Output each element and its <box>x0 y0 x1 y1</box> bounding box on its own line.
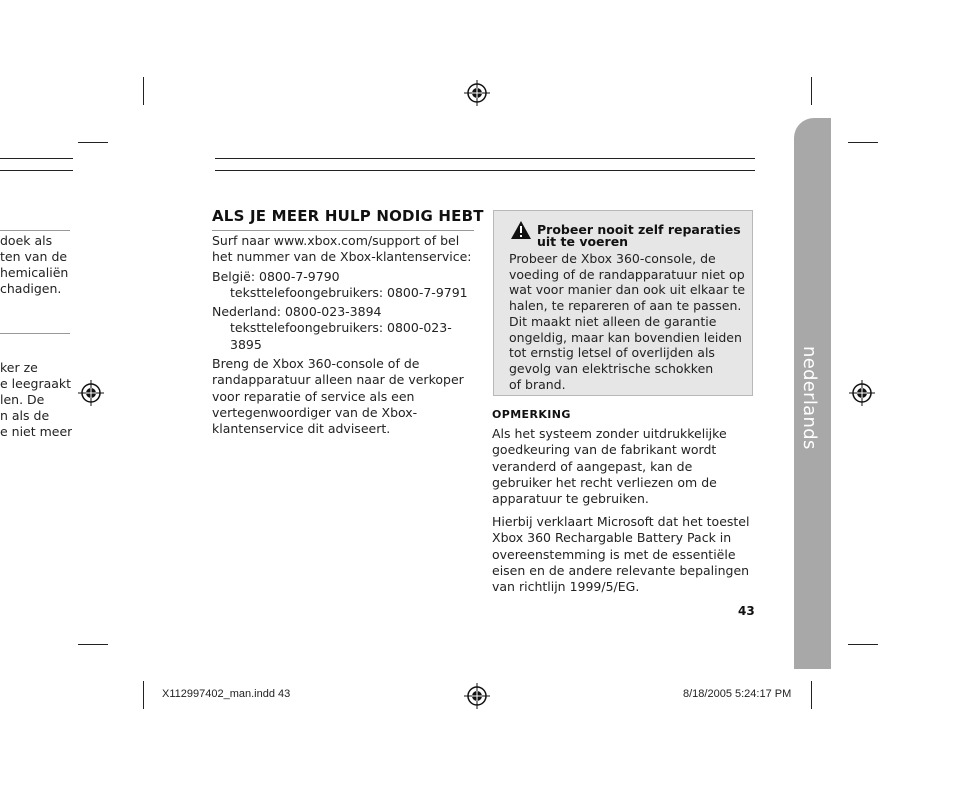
section-rule <box>0 230 70 231</box>
warning-line: halen, te repareren of aan te passen. <box>509 298 742 314</box>
note-line: goedkeuring van de fabrikant wordt <box>492 442 717 458</box>
intro-line: het nummer van de Xbox-klantenservice: <box>212 249 472 265</box>
closing-line: Breng de Xbox 360-console of de <box>212 356 420 372</box>
help-section-body <box>212 233 477 438</box>
warning-triangle-icon <box>510 220 532 240</box>
warning-line: gevolg van elektrische schokken <box>509 360 714 376</box>
note-line: van richtlijn 1999/5/EG. <box>492 579 640 595</box>
footer-file-info: X112997402_man.indd 43 <box>162 688 291 700</box>
warning-title-line: uit te voeren <box>537 234 629 249</box>
fragment-line: e niet meer <box>0 424 72 439</box>
crop-mark <box>848 142 878 143</box>
left-page-fragment-a <box>0 233 72 297</box>
crop-mark <box>848 644 878 645</box>
section-rule <box>0 333 70 334</box>
fragment-line: doek als <box>0 233 53 248</box>
fragment-line: ten van de <box>0 249 68 264</box>
note-line: overeenstemming is met de essentiële <box>492 546 736 562</box>
crop-mark <box>143 681 144 709</box>
warning-box <box>493 210 753 396</box>
warning-line: tot ernstig letsel of overlijden als <box>509 345 715 361</box>
warning-line: voeding of de randapparatuur niet op <box>509 266 745 282</box>
warning-line: ongeldig, maar kan bovendien leiden <box>509 329 742 345</box>
fragment-line: len. De <box>0 392 45 407</box>
crop-mark <box>811 77 812 105</box>
crop-mark <box>143 77 144 105</box>
closing-line: vertegenwoordiger van de Xbox- <box>212 404 418 420</box>
intro-line: Surf naar www.xbox.com/support of bel <box>212 233 460 248</box>
warning-title <box>537 224 741 248</box>
note-paragraph-2 <box>492 514 757 595</box>
registration-mark-icon <box>78 380 104 406</box>
netherlands-text-phone: teksttelefoongebruikers: 0800-023-3895 <box>230 320 452 352</box>
warning-line: Dit maakt niet alleen de garantie <box>509 313 717 329</box>
header-rule <box>215 158 755 159</box>
fragment-line: n als de <box>0 408 50 423</box>
warning-body <box>509 251 749 392</box>
fragment-line: chadigen. <box>0 281 62 296</box>
belgium-phone: België: 0800-7-9790 <box>212 268 340 284</box>
closing-line: randapparatuur alleen naar de verkoper <box>212 372 464 388</box>
fragment-line: e leegraakt <box>0 376 72 391</box>
registration-mark-icon <box>464 683 490 709</box>
closing-line: klantenservice dit adviseert. <box>212 421 391 437</box>
crop-mark <box>78 142 108 143</box>
belgium-text-phone: teksttelefoongebruikers: 0800-7-9791 <box>230 284 468 300</box>
side-tab-label: nederlands <box>799 346 820 450</box>
note-line: Als het systeem zonder uitdrukkelijke <box>492 426 727 441</box>
fragment-line: ker ze <box>0 360 38 375</box>
note-line: Xbox 360 Rechargable Battery Pack in <box>492 530 732 546</box>
warning-line: of brand. <box>509 376 566 392</box>
note-line: Hierbij verklaart Microsoft dat het toestel <box>492 514 750 529</box>
title-rule <box>212 230 474 231</box>
registration-mark-icon <box>849 380 875 406</box>
warning-line: Probeer de Xbox 360-console, de <box>509 251 716 266</box>
fragment-line: hemicaliën <box>0 265 69 280</box>
left-page-fragment-b <box>0 360 72 440</box>
footer-datetime: 8/18/2005 5:24:17 PM <box>683 688 792 700</box>
closing-line: voor reparatie of service als een <box>212 388 415 404</box>
crop-mark <box>78 644 108 645</box>
warning-title-line: Probeer nooit zelf reparaties <box>537 222 741 237</box>
header-rule <box>0 158 73 159</box>
header-rule <box>0 170 73 171</box>
crop-mark <box>811 681 812 709</box>
note-label: OPMERKING <box>492 408 571 421</box>
page-number: 43 <box>738 604 755 618</box>
registration-mark-icon <box>464 80 490 106</box>
note-line: gebruiker het recht verliezen om de <box>492 474 717 490</box>
header-rule <box>215 170 755 171</box>
note-line: veranderd of aangepast, kan de <box>492 458 693 474</box>
warning-line: wat voor manier dan ook uit elkaar te <box>509 282 746 298</box>
language-side-tab <box>794 118 831 669</box>
section-title: ALS JE MEER HULP NODIG HEBT <box>212 207 484 225</box>
note-paragraph-1 <box>492 426 757 507</box>
note-line: apparatuur te gebruiken. <box>492 491 649 507</box>
netherlands-phone: Nederland: 0800-023-3894 <box>212 304 382 320</box>
note-line: eisen en de andere relevante bepalingen <box>492 562 750 578</box>
